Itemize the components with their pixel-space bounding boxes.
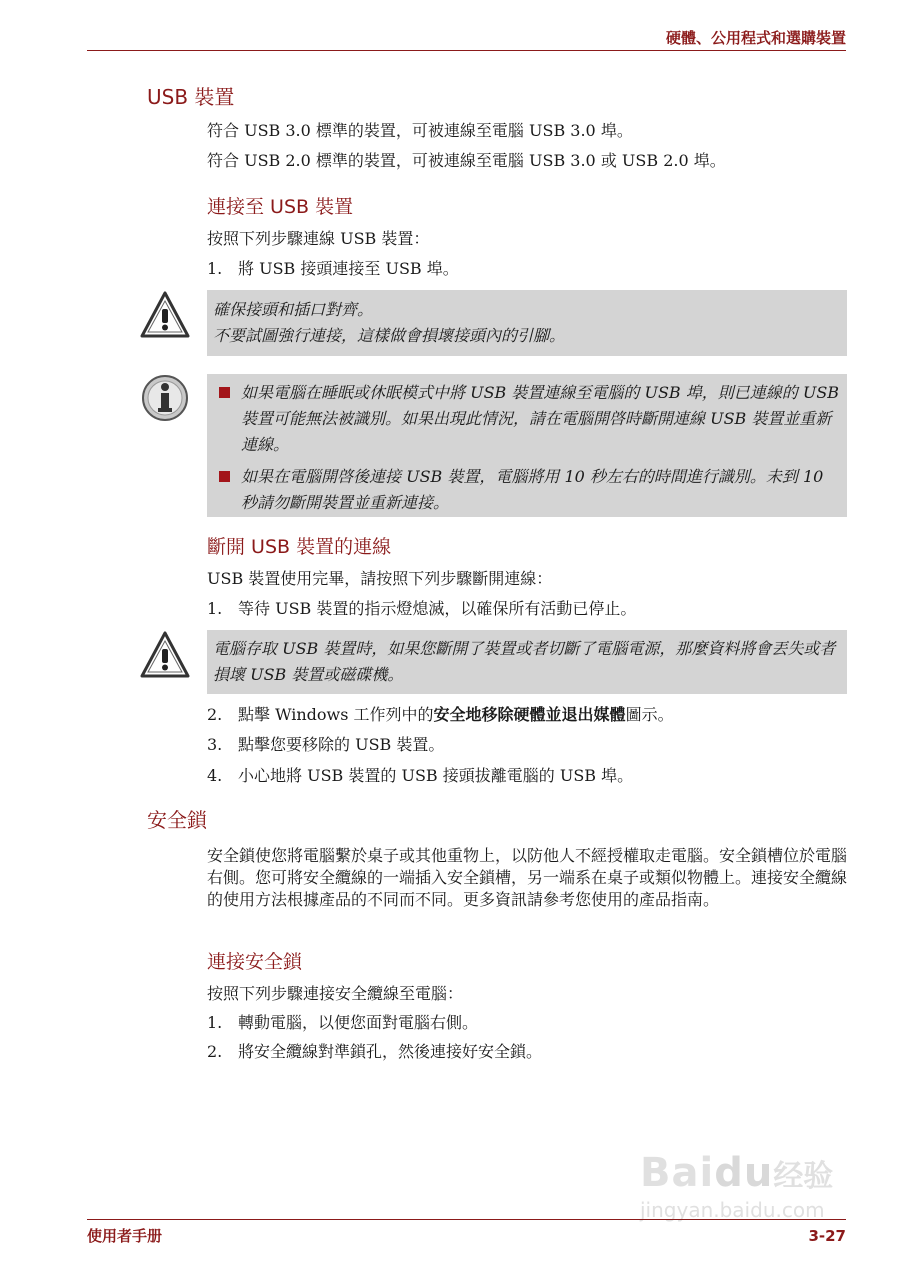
step-text: 將 USB 接頭連接至 USB 埠。 [238, 259, 459, 278]
watermark-logo: Baidu经验 [640, 1150, 834, 1196]
step-text-post: 圖示。 [625, 705, 674, 724]
info-bullet-1-text: 如果電腦在睡眠或休眠模式中將 USB 裝置連線至電腦的 USB 埠，則已連線的 USB 裝置可能無法被識別。如果出現此情況，請在電腦開啓時斷開連線 USB 裝置並重新連線。 [241, 383, 840, 454]
bullet-marker [219, 471, 230, 482]
bullet-marker [219, 387, 230, 398]
disconnect-heading: 斷開 USB 裝置的連線 [207, 536, 392, 558]
step-text-pre: 點擊 Windows 工作列中的 [238, 705, 434, 724]
step-number: 2. [207, 1042, 223, 1061]
warning-icon [140, 290, 190, 340]
usb-heading: USB 裝置 [147, 85, 235, 109]
connect-lock-intro: 按照下列步驟連接安全纜線至電腦： [207, 984, 464, 1003]
disconnect-step-4 [207, 765, 633, 787]
connect-intro: 按照下列步驟連線 USB 裝置： [207, 229, 430, 248]
connect-lock-step-2 [207, 1041, 542, 1063]
warning-2-text: 電腦存取 USB 裝置時，如果您斷開了裝置或者切斷了電腦電源，那麼資料將會丟失或者損壞 USB 裝置或磁碟機。 [213, 639, 836, 684]
step-text-bold: 安全地移除硬體並退出媒體 [433, 705, 626, 724]
warning-note-2 [207, 630, 847, 694]
usb-line-2: 符合 USB 2.0 標準的裝置，可被連線至電腦 USB 3.0 或 USB 2.0 埠。 [207, 151, 726, 170]
lock-heading: 安全鎖 [147, 808, 207, 832]
step-text: 小心地將 USB 裝置的 USB 接頭拔離電腦的 USB 埠。 [238, 766, 634, 785]
info-bullet-2-text: 如果在電腦開啓後連接 USB 裝置，電腦將用 10 秒左右的時間進行識別。未到 10 秒請勿斷開裝置並重新連接。 [241, 467, 824, 512]
info-bullet-1 [213, 380, 841, 458]
warning-icon [140, 630, 190, 680]
step-number: 1. [207, 599, 223, 618]
connect-lock-heading: 連接安全鎖 [207, 951, 303, 973]
step-number: 1. [207, 259, 223, 278]
step-text: 點擊您要移除的 USB 裝置。 [238, 735, 445, 754]
step-number: 4. [207, 766, 223, 785]
footer-page-number: 3-27 [808, 1227, 846, 1245]
step-number: 3. [207, 735, 223, 754]
step-number: 2. [207, 705, 223, 724]
connect-step-1 [207, 258, 459, 280]
info-note [207, 374, 847, 517]
connect-heading: 連接至 USB 裝置 [207, 196, 354, 218]
footer-rule [87, 1219, 846, 1220]
warning-line-1: 確保接頭和插口對齊。 [213, 300, 374, 319]
watermark-url: jingyan.baidu.com [640, 1198, 825, 1222]
step-number: 1. [207, 1013, 223, 1032]
disconnect-step-3 [207, 734, 444, 756]
info-bullet-2 [213, 464, 841, 516]
warning-line-2: 不要試圖強行連接，這樣做會損壞接頭內的引腳。 [213, 326, 566, 345]
step-text: 將安全纜線對準鎖孔，然後連接好安全鎖。 [238, 1042, 543, 1061]
disconnect-intro: USB 裝置使用完畢，請按照下列步驟斷開連線： [207, 569, 553, 588]
footer-manual-name: 使用者手册 [87, 1227, 163, 1245]
step-text: 等待 USB 裝置的指示燈熄滅，以確保所有活動已停止。 [238, 599, 637, 618]
running-header [87, 28, 846, 51]
lock-body: 安全鎖使您將電腦繫於桌子或其他重物上，以防他人不經授權取走電腦。安全鎖槽位於電腦右側。您可將安全纜線的一端插入安全鎖槽，另一端系在桌子或類似物體上。連接安全纜線的使用方法根據產品的不同而不同。更多資訊請參考您使用的產品指南。 [207, 846, 848, 909]
connect-lock-step-1 [207, 1012, 478, 1034]
disconnect-step-2 [207, 704, 674, 726]
disconnect-step-1 [207, 598, 636, 620]
info-icon [140, 373, 190, 423]
header-title: 硬體、公用程式和選購裝置 [665, 29, 846, 47]
warning-note-1 [207, 290, 847, 356]
usb-line-1: 符合 USB 3.0 標準的裝置，可被連線至電腦 USB 3.0 埠。 [207, 121, 633, 140]
step-text: 轉動電腦，以便您面對電腦右側。 [238, 1013, 479, 1032]
